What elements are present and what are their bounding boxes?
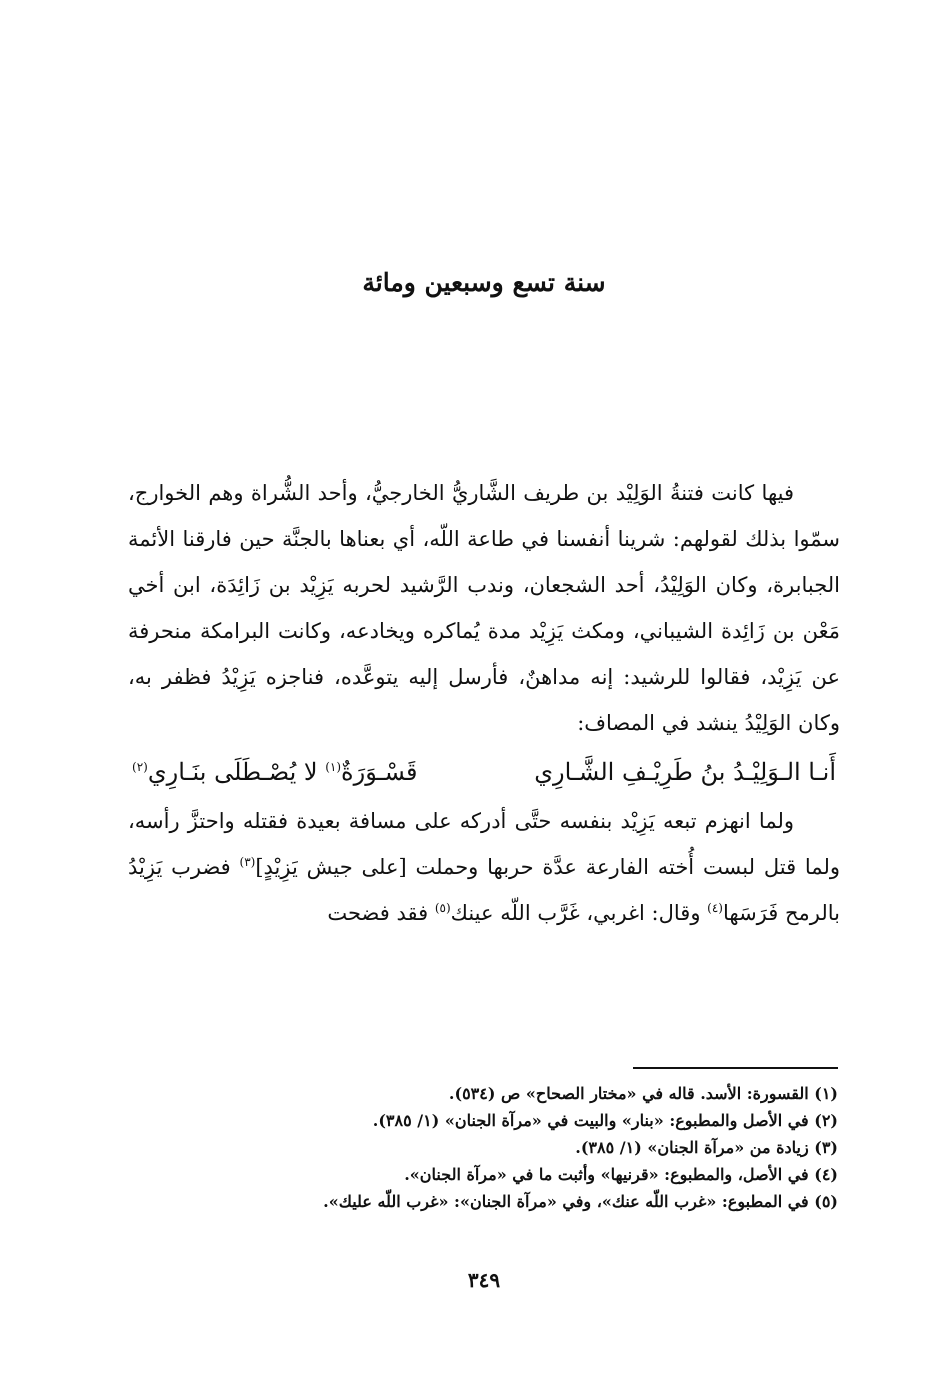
- footnote-3: (٣) زيادة من «مرآة الجنان» (١/ ٣٨٥).: [575, 1138, 838, 1157]
- footnote-4: (٤) في الأصل، والمطبوع: «قرنيها» وأثبت ما في «مرآة الجنان».: [404, 1165, 838, 1184]
- paragraph-1: فيها كانت فتنةُ الوَلِيْد بن طريف الشَّاريُّ الخارجيُّ، وأحد الشُّراة وهم الخوارج، سمّوا بذلك لقولهم: شرينا أنفسنا في طاعة اللّه، أي بعناها بالجنَّة حين فارقنا الأئمة الجبابرة، وكان الوَلِيْدُ، أحد الشجعان، وندب الرَّشيد لحربه يَزِيْد بن زَائِدَة، ابن أخي مَعْن بن زَائِدة الشيباني، ومكث يَزِيْد مدة يُماكره ويخادعه، وكانت البرامكة منحرفة عن يَزِيْد، فقالوا للرشيد: إنه مداهنٌ، فأرسل إليه يتوعَّده، فناجزه يَزِيْدُ فظفر به، وكان الوَلِيْدُ ينشد في المصاف:: [128, 481, 840, 735]
- main-text: [128, 470, 840, 936]
- chapter-title: سنة تسع وسبعين ومائة: [362, 268, 606, 297]
- page-number: ٣٤٩: [467, 1268, 501, 1292]
- footnote-ref-2[interactable]: (٢): [132, 760, 148, 774]
- poetry-verse: [128, 746, 840, 798]
- footnote-ref-5[interactable]: (٥): [434, 901, 451, 915]
- footnote-2: (٢) في الأصل والمطبوع: «بنار» والبيت في «مرآة الجنان» (١/ ٣٨٥).: [372, 1111, 838, 1130]
- verse-text-b: لا يُصْـطَلَى بنَـارِي: [147, 758, 326, 786]
- footnote-ref-1[interactable]: (١): [325, 760, 342, 774]
- verse-first-hemistich: أَنـا الـوَلِيْـدُ بنُ طَرِيْـفِ الشَّـارِي: [534, 758, 836, 786]
- paragraph-2-part-1: ولما انهزم تبعه يَزِيْد بنفسه حتَّى أدركه على مسافة بعيدة فقتله واحتزَّ رأسه، ولما قتل لبست أُخته الفارعة عدَّة حربها وحملت [على جيش يَزِيْدٍ]: [128, 809, 840, 879]
- footnotes: [130, 1080, 838, 1215]
- footnote-1: (١) القسورة: الأسد. قاله في «مختار الصحاح» ص (٥٣٤).: [448, 1084, 838, 1103]
- paragraph-2-part-2: فضرب يَزِيْدُ بالرمح فَرَسَها: [128, 855, 840, 925]
- verse-second-hemistich: [132, 746, 418, 798]
- footnote-5: (٥) في المطبوع: «غرب اللّه عنك»، وفي «مرآة الجنان»: «غرب اللّه عليك».: [323, 1192, 838, 1211]
- paragraph-2-part-3: وقال: اغربي، غَرَّب اللّه عينك: [450, 901, 708, 925]
- footnote-ref-4[interactable]: (٤): [707, 901, 723, 915]
- footnote-divider: [633, 1067, 838, 1069]
- paragraph-2-part-4: فقد فضحت: [327, 901, 435, 925]
- footnote-ref-3[interactable]: (٣): [239, 855, 256, 869]
- verse-text-a: قَسْـوَرَةٌ: [341, 758, 418, 786]
- paragraph-2: [128, 798, 840, 936]
